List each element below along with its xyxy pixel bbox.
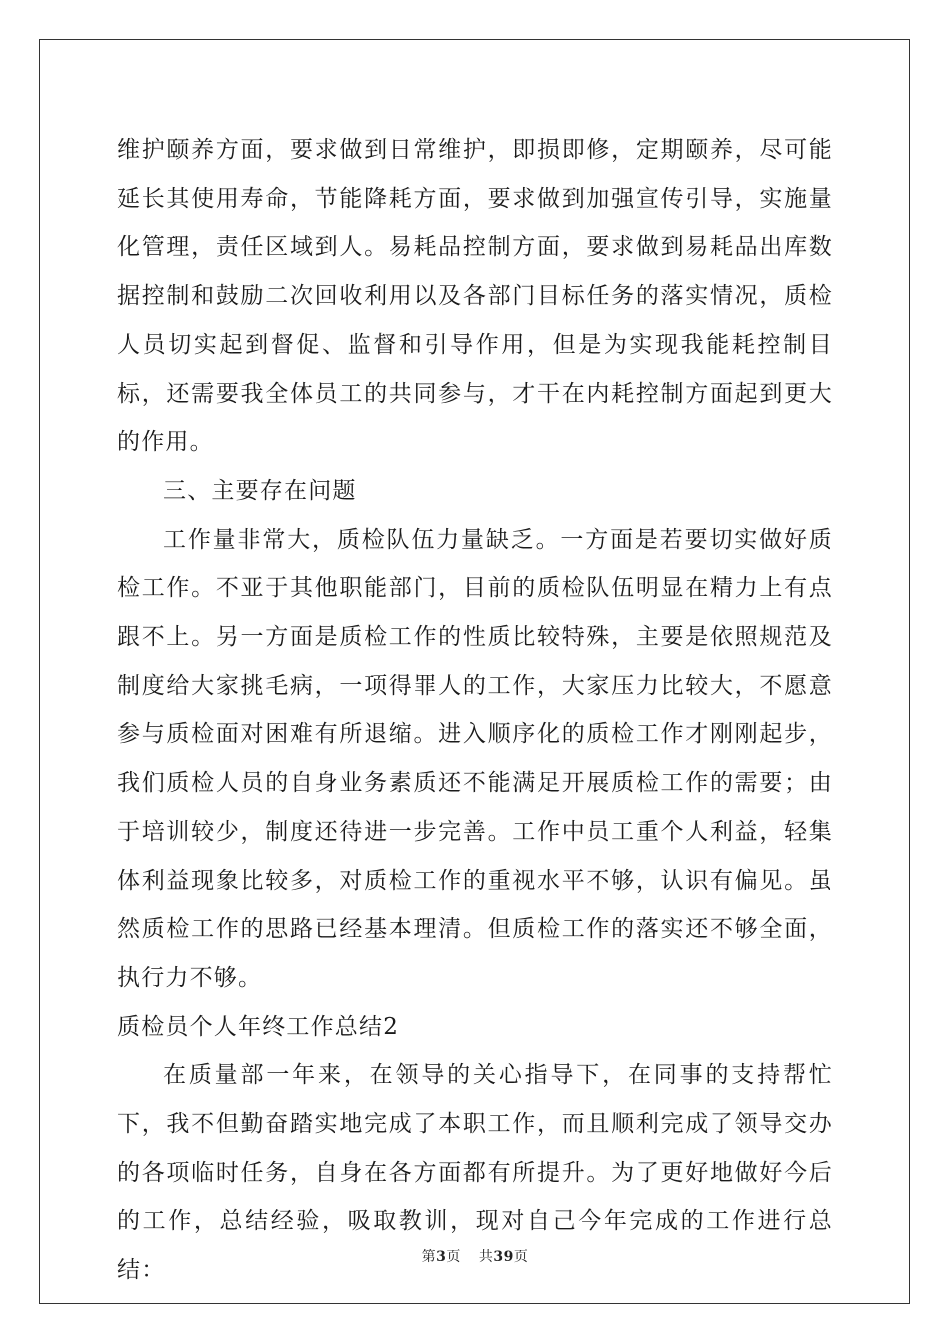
page-total: 39: [493, 1249, 514, 1265]
paragraph-intro: 在质量部一年来，在领导的关心指导下，在同事的支持帮忙下，我不但勤奋踏实地完成了本职工作，而且顺利完成了领导交办的各项临时任务，自身在各方面都有所提升。为了更好地做好今后的工作，总结经验，吸取教训，现对自己今年完成的工作进行总结：: [117, 1062, 833, 1284]
document-body: [117, 126, 833, 1295]
page-footer: [0, 1247, 950, 1267]
total-prefix: 共: [478, 1249, 494, 1265]
total-suffix: 页: [513, 1249, 529, 1265]
section-heading-problems: 三、主要存在问题: [163, 477, 357, 504]
paragraph-maintenance: 维护颐养方面，要求做到日常维护，即损即修，定期颐养，尽可能延长其使用寿命，节能降耗方面，要求做到加强宣传引导，实施量化管理，责任区域到人。易耗品控制方面，要求做到易耗品出库数据控制和鼓励二次回收利用以及各部门目标任务的落实情况，质检人员切实起到督促、监督和引导作用，但是为实现我能耗控制目标，还需要我全体员工的共同参与，才干在内耗控制方面起到更大的作用。: [117, 137, 833, 456]
page-suffix: 页: [446, 1249, 461, 1265]
paragraph-workload: 工作量非常大，质检队伍力量缺乏。一方面是若要切实做好质检工作。不亚于其他职能部门，目前的质检队伍明显在精力上有点跟不上。另一方面是质检工作的性质比较特殊，主要是依照规范及制度给大家挑毛病，一项得罪人的工作，大家压力比较大，不愿意参与质检面对困难有所退缩。进入顺序化的质检工作才刚刚起步，我们质检人员的自身业务素质还不能满足开展质检工作的需要；由于培训较少，制度还待进一步完善。工作中员工重个人利益，轻集体利益现象比较多，对质检工作的重视水平不够，认识有偏见。虽然质检工作的思路已经基本理清。但质检工作的落实还不够全面，执行力不够。: [117, 526, 833, 991]
page-prefix: 第: [421, 1249, 437, 1265]
page-number: 3: [436, 1249, 447, 1265]
article-title: 质检员个人年终工作总结2: [117, 1013, 400, 1040]
